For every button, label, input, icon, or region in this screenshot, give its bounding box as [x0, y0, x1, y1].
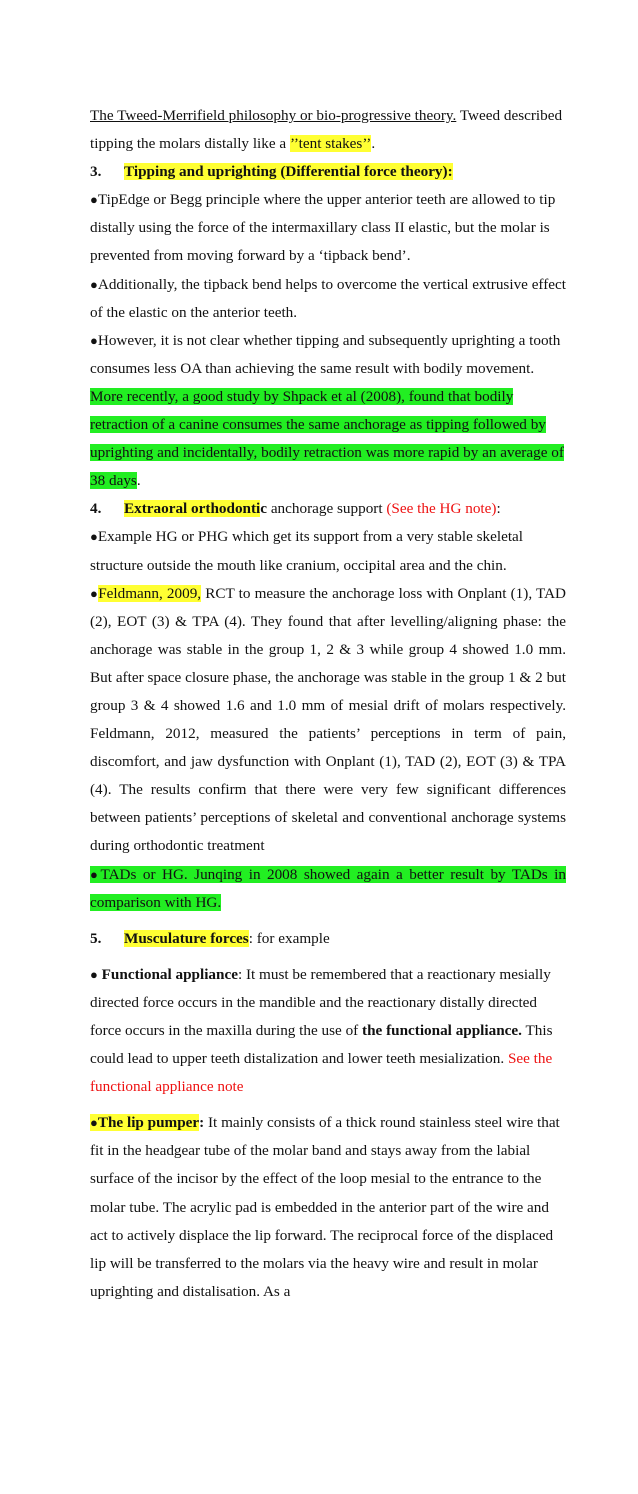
- bullet-icon: ●: [90, 276, 98, 292]
- section-title: Tipping and uprighting (Differential force theory):: [124, 163, 453, 181]
- section-number: 4.: [90, 500, 102, 518]
- section-3-heading: [90, 158, 566, 186]
- section-title: Musculature forces: [124, 929, 249, 947]
- list-item: ●Feldmann, 2009, RCT to measure the anchorage loss with Onplant (1), TAD (2), EOT (3) & TPA (4). They found that after levelling/aligning phase: the anchorage was stable in the group 1, 2 & 3 while group 4 showed 1.0 mm. But after space closure phase, the anchorage was stable in the group 1 & 2 but group 3 & 4 showed 1.6 and 1.0 mm of mesial drift of molars respectively. Feldmann, 2012, measured the patients’ perceptions in term of pain, discomfort, and jaw dysfunction with Onplant (1), TAD (2), EOT (3) & TPA (4). The results confirm that there were very few significant differences between patients’ perceptions of skeletal and conventional anchorage systems during orthodontic treatment: [90, 584, 567, 855]
- list-item: ●TipEdge or Begg principle where the upper anterior teeth are allowed to tip distally using the force of the intermaxillary class II elastic, but the molar is prevented from moving forward by a ‘tipback bend’.: [90, 191, 556, 265]
- tads-highlight: ●TADs or HG. Junqing in 2008 showed again a better result by TADs in comparison with HG.: [90, 865, 566, 911]
- section-title: Extraoral orthodonti: [124, 500, 261, 518]
- bullet-icon: ●: [90, 966, 98, 982]
- document-page: [90, 102, 566, 1306]
- section-5-heading: 5. Musculature forces: for example: [90, 925, 566, 953]
- bullet-icon: ●: [90, 529, 98, 545]
- list-item: ●The lip pumper: It mainly consists of a thick round stainless steel wire that fit in the headgear tube of the molar band and stays away from the labial surface of the incisor by the effect of the loop mesial to the entrance to the molar tube. The acrylic pad is embedded in the anterior part of the wire and act to actively displace the lip forward. The reciprocal force of the displaced lip will be transferred to the molars via the heavy wire and result in molar uprighting and distalisation. As a: [90, 1114, 560, 1300]
- list-item: ●However, it is not clear whether tipping and subsequently uprighting a tooth consumes less OA than achieving the same result with bodily movement. More recently, a good study by Shpack et al (2008), found that bodily retraction of a canine consumes the same anchorage as tipping followed by uprighting and incidentally, bodily retraction was more rapid by an average of 38 days.: [90, 331, 564, 490]
- feldmann-highlight: Feldmann, 2009,: [98, 584, 202, 602]
- tweed-text: Tweed described tipping the molars distally like a: [90, 107, 563, 153]
- functional-appliance-note-link[interactable]: See the functional appliance note: [90, 1050, 553, 1096]
- list-item: ● Functional appliance: It must be remembered that a reactionary mesially directed force occurs in the mandible and the reactionary distally directed force occurs in the maxilla during the use of the functional appliance. This could lead to upper teeth distalization and lower teeth mesialization. See the functional appliance note: [90, 965, 553, 1096]
- list-item: [90, 861, 566, 917]
- list-item: ●Additionally, the tipback bend helps to overcome the vertical extrusive effect of the elastic on the anterior teeth.: [90, 275, 566, 321]
- lip-pumper-title: The lip pumper: [97, 1114, 200, 1132]
- bullet-icon: ●: [90, 332, 98, 348]
- section-number: 5.: [90, 929, 102, 947]
- tent-stakes-highlight: ’’tent stakes’’: [289, 135, 372, 153]
- section-4-heading: 4. Extraoral orthodontic anchorage support (See the HG note):: [90, 495, 566, 523]
- hg-note-link[interactable]: (See the HG note): [386, 500, 497, 518]
- paragraph-tweed: The Tweed-Merrifield philosophy or bio-progressive theory. Tweed described tipping the molars distally like a ’’tent stakes’’.: [90, 107, 563, 153]
- bullet-icon: ●: [90, 192, 98, 208]
- functional-appliance-title: Functional appliance: [101, 965, 238, 983]
- bullet-icon: ●: [90, 585, 99, 601]
- bullet-icon: ●: [90, 1115, 98, 1131]
- bullet-icon: ●: [90, 866, 101, 882]
- shpack-highlight: More recently, a good study by Shpack et al (2008), found that bodily retraction of a canine consumes the same anchorage as tipping followed by uprighting and incidentally, bodily retraction was more rapid by an average of 38 days: [90, 387, 564, 490]
- section-number: 3.: [90, 163, 102, 181]
- tweed-heading: The Tweed-Merrifield philosophy or bio-progressive theory.: [90, 107, 457, 124]
- list-item: ●Example HG or PHG which get its support from a very stable skeletal structure outside the mouth like cranium, occipital area and the chin.: [90, 528, 524, 574]
